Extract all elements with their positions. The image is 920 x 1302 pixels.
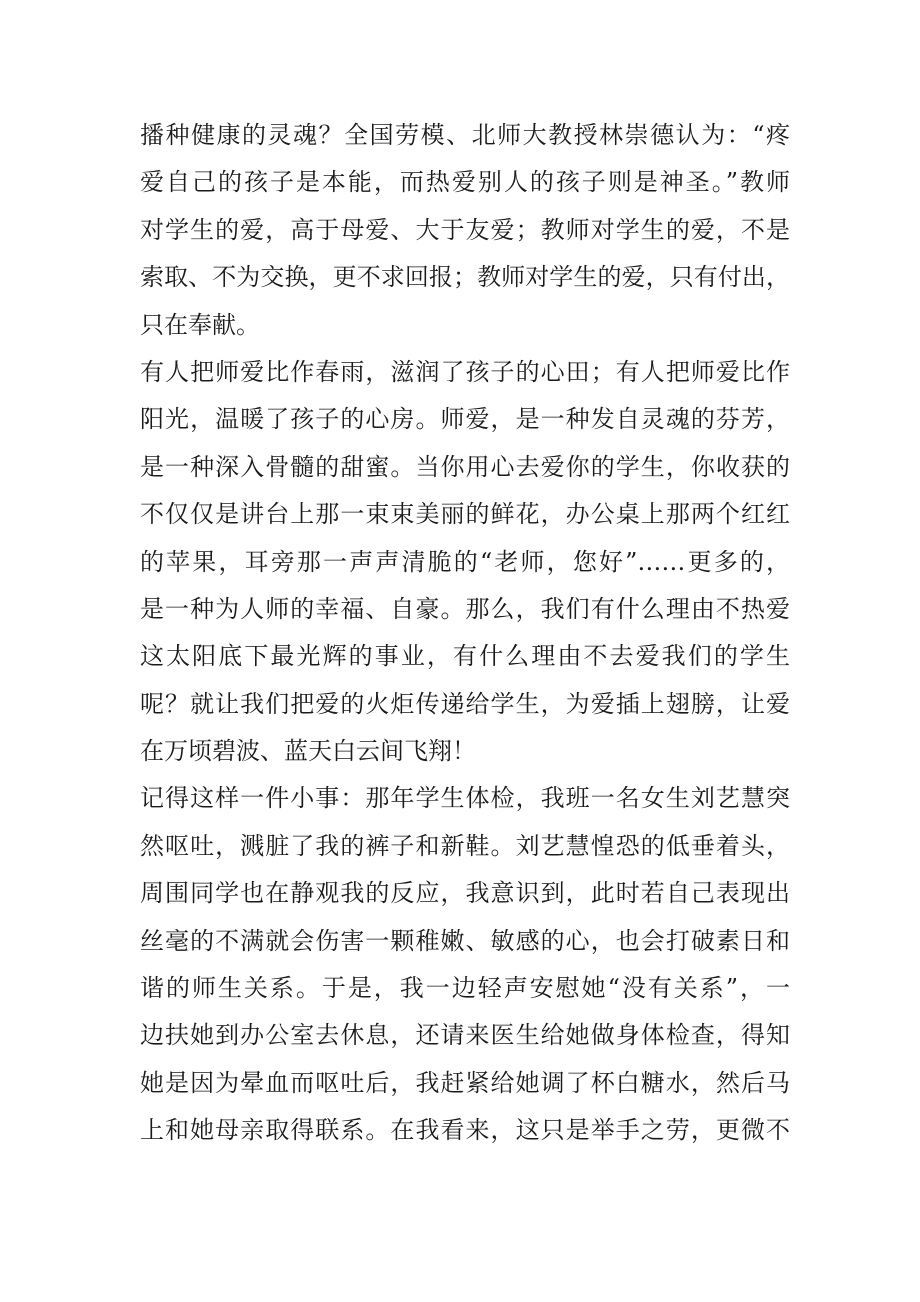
text-line: 丝毫的不满就会伤害一颗稚嫩、敏感的心，也会打破素日和 (140, 926, 790, 955)
paragraph-2 (140, 349, 790, 776)
text-line: 是一种深入骨髓的甜蜜。当你用心去爱你的学生，你收获的 (140, 452, 790, 481)
text-line: 不仅仅是讲台上那一束束美丽的鲜花，办公桌上那两个红红 (140, 500, 790, 529)
text-line: 有人把师爱比作春雨，滋润了孩子的心田；有人把师爱比作 (140, 357, 790, 386)
text-line: 上和她母亲取得联系。在我看来，这只是举手之劳，更微不 (140, 1116, 790, 1145)
paragraph-1 (140, 112, 790, 349)
text-line: 播种健康的灵魂？全国劳模、北师大教授林崇德认为：“疼 (140, 121, 790, 149)
paragraph-3 (140, 775, 790, 1154)
text-line: 然呕吐，溅脏了我的裤子和新鞋。刘艺慧惶恐的低垂着头， (140, 831, 790, 860)
text-line: 阳光，温暖了孩子的心房。师爱，是一种发自灵魂的芬芳， (140, 405, 790, 434)
text-line: 只在奉献。 (140, 310, 260, 339)
text-line: 记得这样一件小事：那年学生体检，我班一名女生刘艺慧突 (140, 784, 790, 813)
text-line: 谐的师生关系。于是，我一边轻声安慰她“没有关系”，一 (140, 974, 790, 1003)
text-line: 对学生的爱，高于母爱、大于友爱；教师对学生的爱，不是 (140, 215, 790, 244)
text-line: 这太阳底下最光辉的事业，有什么理由不去爱我们的学生 (140, 642, 790, 671)
text-line: 周围同学也在静观我的反应，我意识到，此时若自己表现出 (140, 879, 790, 908)
body-text (140, 112, 790, 1155)
text-line: 是一种为人师的幸福、自豪。那么，我们有什么理由不热爱 (140, 594, 790, 623)
text-line: 爱自己的孩子是本能，而热爱别人的孩子则是神圣。”教师 (140, 168, 790, 197)
text-line: 在万顷碧波、蓝天白云间飞翔！ (140, 737, 476, 766)
text-line: 呢？就让我们把爱的火炬传递给学生，为爱插上翅膀，让爱 (140, 689, 790, 718)
text-line: 的苹果，耳旁那一声声清脆的“老师，您好”……更多的， (140, 547, 790, 576)
text-line: 边扶她到办公室去休息，还请来医生给她做身体检查，得知 (140, 1021, 790, 1050)
text-line: 索取、不为交换，更不求回报；教师对学生的爱，只有付出， (140, 263, 790, 292)
text-line: 她是因为晕血而呕吐后，我赶紧给她调了杯白糖水，然后马 (140, 1068, 790, 1097)
